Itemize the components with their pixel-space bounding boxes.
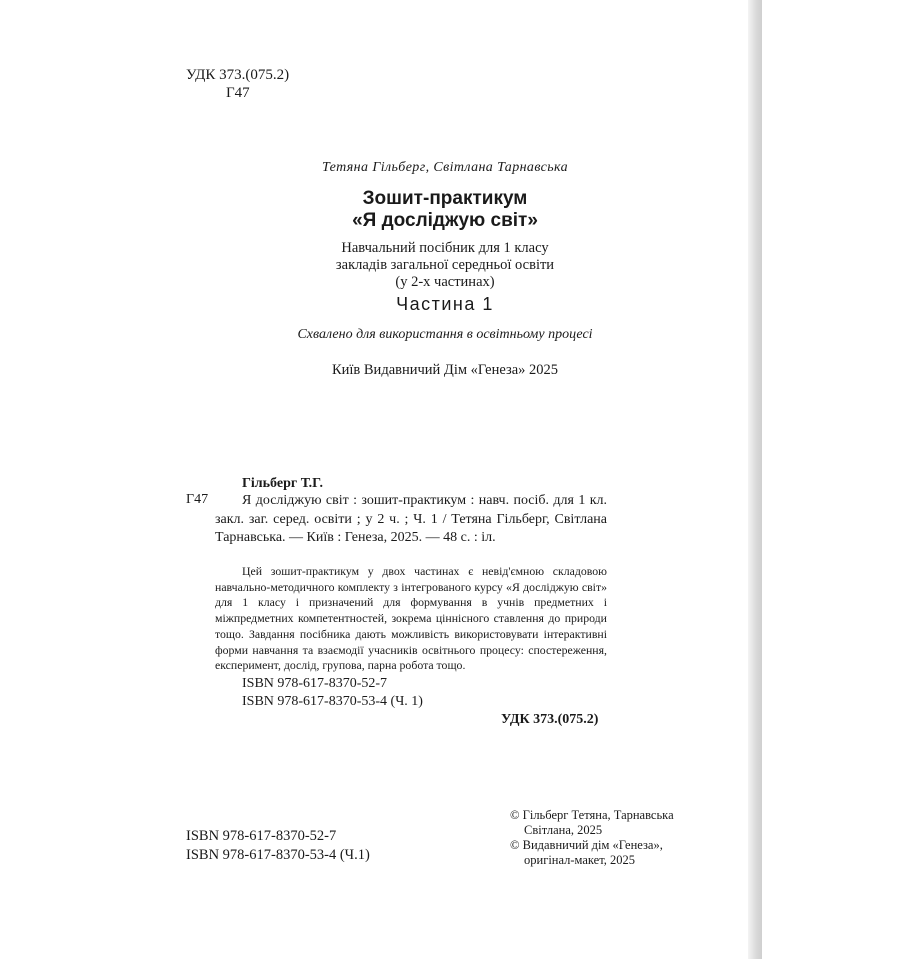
bib-annotation: Цей зошит-практикум у двох частинах є невід'ємною складовою навчально-методичного комплекту з інтегрованого курсу «Я досліджую світ» для 1 класу і призначений для формування в учнів предметних і міжпредметних компетентностей, зокрема ціннісного ставлення до природи тощо. Завдання посібника дають можливість використовувати інтерактивні форми навчання та взаємодії учасників освітнього процесу: спостереження, експеримент, дослід, групова, парна робота тощо. [215, 564, 607, 673]
bib-classification-code: Г47 [186, 492, 209, 507]
part-label: Частина 1 [396, 294, 494, 314]
bib-isbn-2: ISBN 978-617-8370-53-4 (Ч. 1) [242, 694, 423, 709]
copyright-line3: © Видавничий дім «Генеза», [510, 838, 663, 852]
subtitle-line2: закладів загальної середньої освіти [335, 257, 555, 273]
subtitle-line3: (у 2-х частинах) [395, 274, 495, 290]
copyright-line2: Світлана, 2025 [524, 823, 603, 837]
footer-isbn-2: ISBN 978-617-8370-53-4 (Ч.1) [186, 847, 370, 863]
footer-isbn-1: ISBN 978-617-8370-52-7 [186, 828, 337, 844]
approval-note: Схвалено для використання в освітньому процесі [297, 327, 593, 342]
bib-isbn-1: ISBN 978-617-8370-52-7 [242, 676, 388, 691]
book-title-line1: Зошит-практикум [362, 188, 528, 209]
page-edge-shadow [748, 0, 762, 959]
book-title-line2: «Я досліджую світ» [352, 210, 538, 231]
page-margin [762, 0, 900, 959]
bib-description: Я досліджую світ : зошит-практикум : навч. посіб. для 1 кл. закл. заг. серед. освіти ; у 2 ч. ; Ч. 1 / Тетяна Гільберг, Світлана Тарнавська. — Київ : Генеза, 2025. — 48 с. : іл. [215, 493, 607, 545]
publisher-line: Київ Видавничий Дім «Генеза» 2025 [331, 362, 559, 378]
copyright-line4: оригінал-макет, 2025 [524, 853, 635, 867]
classification-code-top: Г47 [226, 85, 250, 101]
copyright-line1: © Гільберг Тетяна, Тарнавська [510, 808, 674, 822]
authors: Тетяна Гільберг, Світлана Тарнавська [321, 160, 569, 175]
udk-top-code: УДК 373.(075.2) [186, 67, 290, 83]
udk-header [186, 66, 289, 102]
bib-udk: УДК 373.(075.2) [501, 712, 599, 727]
bib-author: Гільберг Т.Г. [242, 476, 323, 491]
subtitle-line1: Навчальний посібник для 1 класу [341, 240, 549, 256]
